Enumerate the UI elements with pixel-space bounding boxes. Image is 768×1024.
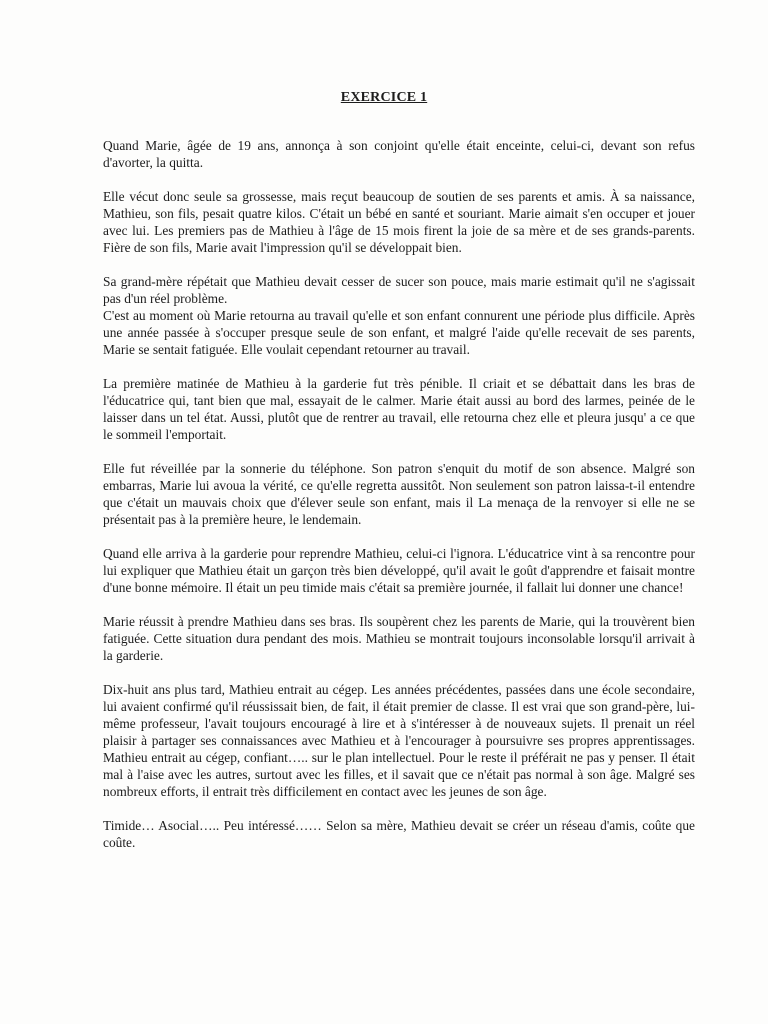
- paragraph-1: Quand Marie, âgée de 19 ans, annonça à son conjoint qu'elle était enceinte, celui-ci, devant son refus d'avorter, la quitta.: [103, 138, 695, 170]
- paragraph-4: C'est au moment où Marie retourna au travail qu'elle et son enfant connurent une période plus difficile. Après une année passée à s'occuper presque seule de son enfant, et malgré l'aide qu'elle recevait de ses parents, Marie se sentait fatiguée. Elle voulait cependant retourner au travail.: [103, 308, 695, 357]
- paragraph-9: Dix-huit ans plus tard, Mathieu entrait au cégep. Les années précédentes, passées dans une école secondaire, lui avaient confirmé qu'il réussissait bien, de fait, il était premier de classe. Il est vrai que son grand-père, lui-même professeur, l'avait toujours encouragé à lire et à s'intéresser à de nouveaux sujets. Il prenait un réel plaisir à partager ses connaissances avec Mathieu et à l'encourager à poursuivre ses propres apprentissages. Mathieu entrait au cégep, confiant….. sur le plan intellectuel. Pour le reste il préférait ne pas y penser. Il était mal à l'aise avec les autres, surtout avec les filles, et il savait que ce n'était pas normal à son âge. Malgré ses nombreux efforts, il entrait très difficilement en contact avec les jeunes de son âge.: [103, 682, 695, 799]
- paragraph-2: Elle vécut donc seule sa grossesse, mais reçut beaucoup de soutien de ses parents et amis. À sa naissance, Mathieu, son fils, pesait quatre kilos. C'était un bébé en santé et souriant. Marie aimait s'en occuper et jouer avec lui. Les premiers pas de Mathieu à l'âge de 15 mois firent la joie de sa mère et de ses grands-parents. Fière de son fils, Marie avait l'impression qu'il se développait bien.: [103, 189, 695, 255]
- paragraph-5: La première matinée de Mathieu à la garderie fut très pénible. Il criait et se débattait dans les bras de l'éducatrice qui, tant bien que mal, essayait de le calmer. Marie était aussi au bord des larmes, peinée de le laisser dans un tel état. Aussi, plutôt que de rentrer au travail, elle retourna chez elle et pleura jusqu' a ce que le sommeil l'emportait.: [103, 376, 695, 442]
- paragraph-6: Elle fut réveillée par la sonnerie du téléphone. Son patron s'enquit du motif de son absence. Malgré son embarras, Marie lui avoua la vérité, ce qu'elle regretta aussitôt. Non seulement son patron laissa-t-il entendre que c'était un mauvais choix que d'élever seule son enfant, mais il La menaça de la renvoyer si elle ne se présentait pas à la première heure, le lendemain.: [103, 461, 695, 527]
- exercise-title: EXERCICE 1: [340, 90, 428, 105]
- paragraph-3: Sa grand-mère répétait que Mathieu devait cesser de sucer son pouce, mais marie estimait qu'il ne s'agissait pas d'un réel problème.: [103, 274, 695, 306]
- paragraph-7: Quand elle arriva à la garderie pour reprendre Mathieu, celui-ci l'ignora. L'éducatrice vint à sa rencontre pour lui expliquer que Mathieu était un garçon très bien développé, qu'il avait le goût d'apprendre et faisait montre d'une bonne mémoire. Il était un peu timide mais c'était sa première journée, il fallait lui donner une chance!: [103, 546, 695, 595]
- paragraph-8: Marie réussit à prendre Mathieu dans ses bras. Ils soupèrent chez les parents de Marie, qui la trouvèrent bien fatiguée. Cette situation dura pendant des mois. Mathieu se montrait toujours inconsolable lorsqu'il arrivait à la garderie.: [103, 614, 695, 663]
- document-body: [103, 137, 695, 868]
- paragraph-10: Timide… Asocial….. Peu intéressé…… Selon sa mère, Mathieu devait se créer un réseau d'amis, coûte que coûte.: [103, 818, 695, 850]
